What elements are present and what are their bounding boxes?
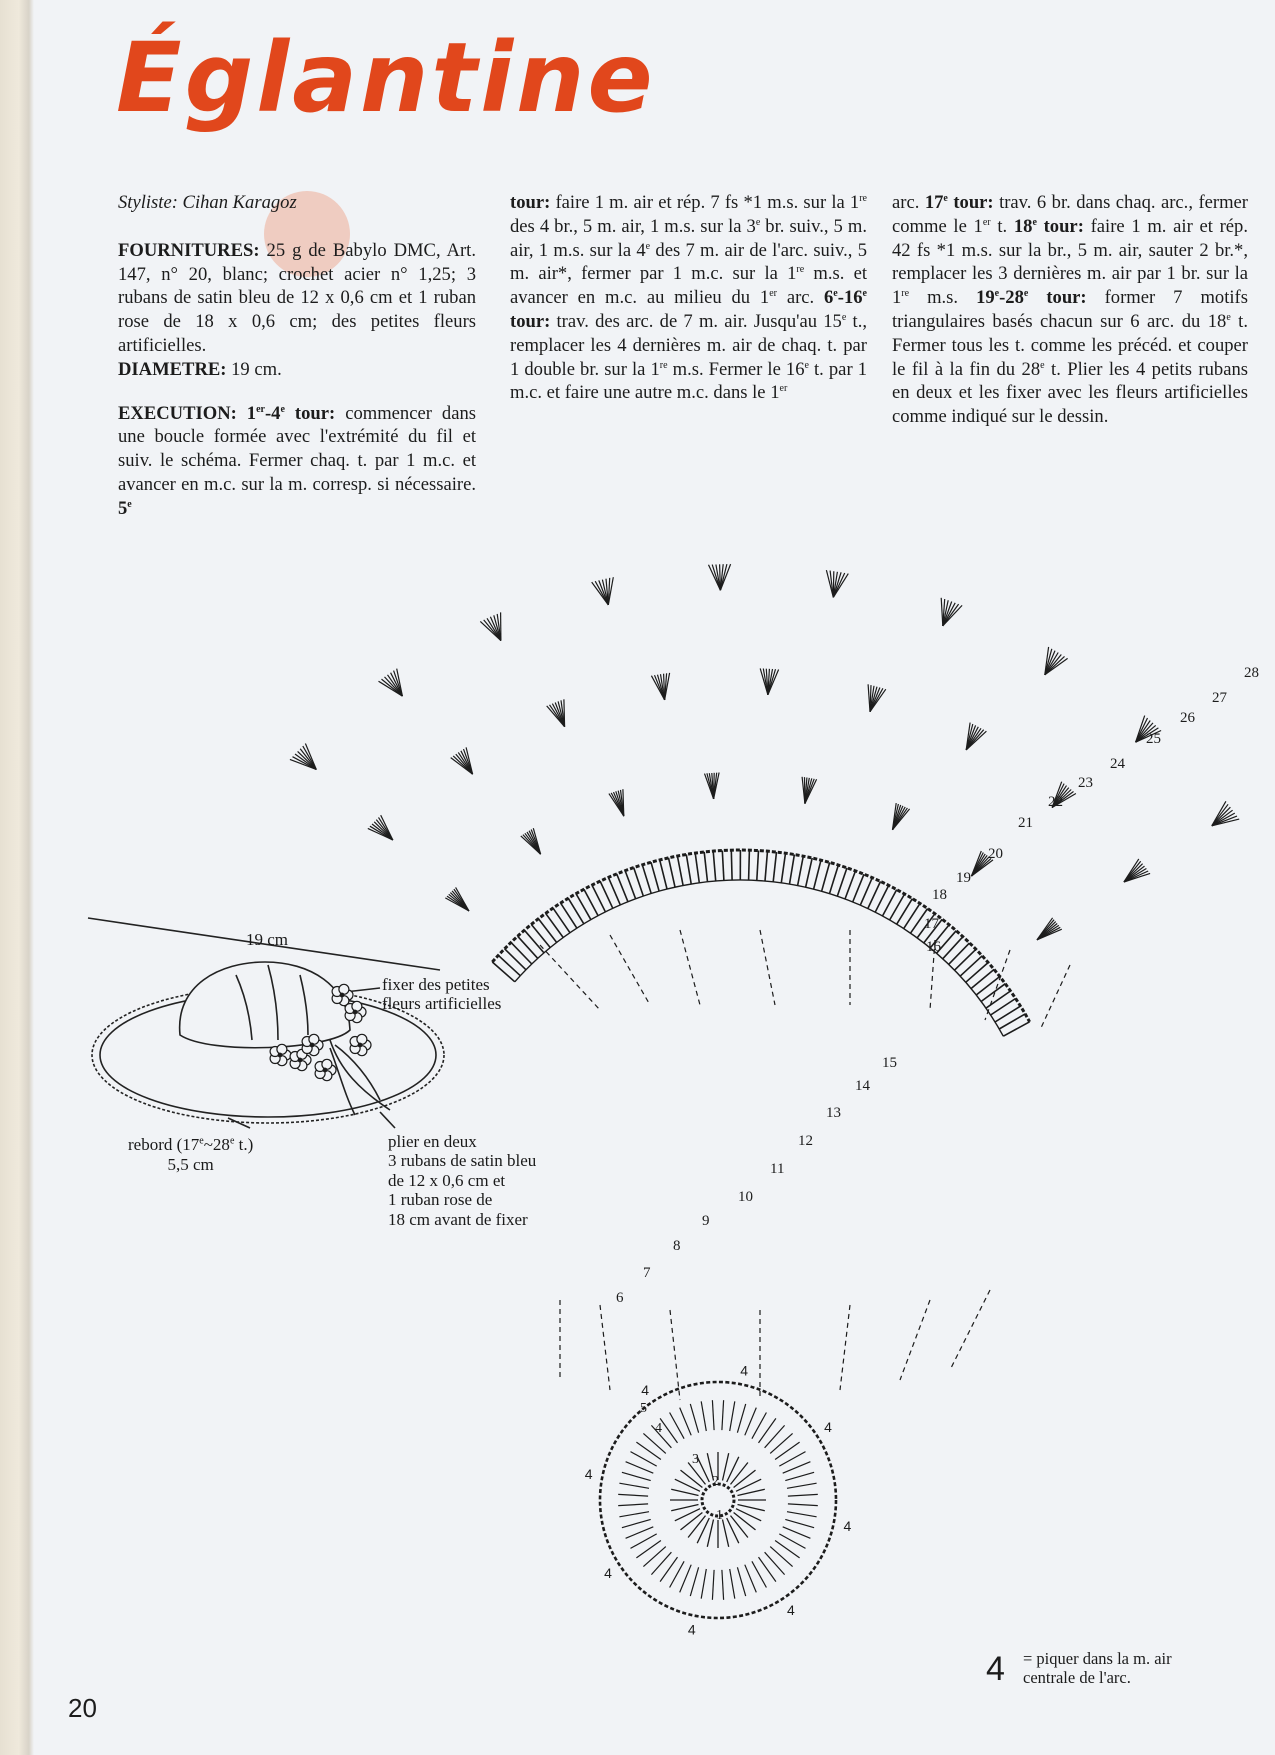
round-label: 2 — [712, 1474, 719, 1489]
connector-line — [680, 930, 700, 1005]
band-stitch — [524, 930, 544, 953]
band-stitch — [960, 956, 982, 976]
band-stitch — [625, 871, 636, 899]
petal-stitch — [785, 1472, 814, 1480]
round-label: 12 — [798, 1133, 813, 1149]
connector-line — [900, 1300, 930, 1380]
band-stitch — [505, 949, 526, 970]
flower-center — [278, 1053, 283, 1058]
band-stitch — [790, 855, 795, 885]
band-stitch — [608, 877, 620, 905]
motif-mark-4: 4 — [687, 1621, 696, 1638]
band-stitch — [561, 903, 577, 928]
band-stitch — [830, 865, 839, 894]
petal-stitch — [770, 1433, 792, 1453]
flower-petal — [352, 1001, 362, 1011]
round-1-stitch — [671, 1505, 698, 1511]
round-1-stitch — [681, 1513, 703, 1530]
band-stitch — [814, 860, 821, 889]
hat-crown — [180, 962, 350, 1048]
band-stitch — [511, 942, 532, 964]
petal-stitch — [643, 1433, 665, 1453]
round-1-stitch — [731, 1463, 748, 1485]
connector-line — [610, 935, 650, 1005]
page-title: Églantine — [116, 22, 656, 134]
petal-stitch — [788, 1504, 818, 1506]
ribbon-leader-line — [380, 1112, 395, 1128]
round-label: 8 — [673, 1238, 681, 1254]
band-stitch — [749, 850, 750, 880]
rounds-17-28-paragraph: arc. 17e tour: trav. 6 br. dans chaq. arc., fermer comme le 1er t. 18e tour: faire 1 m. air et rép. 42 fs *1 m.s. sur la br., 5 m. air, sauter 2 br.*, remplacer les 3 dernières m. air par 1 br. sur la 1re m.s. 19e-28e tour: former 7 motifs triangulaires basés chacun sur 6 arc. du 18e t. Fermer tous les t. comme les précéd. et couper le fil à la fin du 28e t. Plier les 4 petits rubans en deux et les fixer avec les fleurs artificielles comme indiqué sur le dessin. — [892, 192, 1248, 428]
band-stitch — [498, 955, 520, 975]
band-stitch — [634, 868, 644, 896]
round-label: 11 — [770, 1161, 785, 1177]
band-base — [515, 880, 1004, 1036]
band-stitch — [943, 937, 963, 959]
band-stitch — [553, 908, 570, 933]
legend-text: = piquer dans la m. air centrale de l'arc. — [1023, 1649, 1172, 1687]
petal-stitch — [783, 1462, 811, 1474]
flower-center — [298, 1058, 303, 1063]
band-stitch — [822, 862, 830, 891]
round-5-paragraph: tour: faire 1 m. air et rép. 7 fs *1 m.s. sur la 1re des 4 br., 5 m. air, 1 m.s. sur la 3e br. suiv., 5 m. air, 1 m.s. sur la 4e des 7 m. air de l'arc. suiv., 5 m. air*, fermer par 1 m.c. sur la 1re m.s. et avancer en m.c. au milieu du 1er arc. 6e-16e tour: trav. des arc. de 7 m. air. Jusqu'au 15e t., remplacer les 4 dernières m. air de chaq. t. par 1 double br. sur la 1re m.s. Fermer le 16e t. par 1 m.c. et faire une autre m.c. dans le 1er — [510, 192, 868, 404]
round-label: 17 — [924, 916, 939, 932]
diagram-center-motif — [568, 1350, 868, 1650]
round-label: 27 — [1212, 690, 1227, 706]
ribbon-line — [330, 1048, 355, 1115]
round-1-stitch — [675, 1509, 700, 1521]
petal-stitch — [680, 1408, 692, 1436]
band-stitch — [949, 943, 970, 965]
flower-petal — [322, 1059, 332, 1069]
band-stitch — [781, 853, 785, 883]
round-label: 15 — [882, 1055, 897, 1071]
connector-line — [1040, 965, 1070, 1030]
band-stitch — [971, 969, 994, 988]
round-1-stitch — [723, 1520, 729, 1547]
motif-round-3 — [600, 1382, 836, 1618]
flower-center — [323, 1068, 328, 1073]
flower-petal — [357, 1034, 367, 1044]
round-1-stitch — [738, 1489, 765, 1495]
petal-stitch — [690, 1404, 698, 1433]
petal-stitch — [787, 1512, 817, 1517]
band-stitch — [518, 936, 538, 958]
band-stitch — [757, 851, 759, 881]
round-label: 24 — [1110, 756, 1125, 772]
band-stitch — [538, 919, 556, 943]
flower-petal — [339, 984, 349, 994]
round-label: 10 — [738, 1189, 753, 1205]
brim-note: rebord (17e~28e t.) 5,5 cm — [128, 1135, 254, 1174]
petal-stitch — [722, 1570, 724, 1600]
round-1-stitch — [697, 1518, 709, 1543]
flowers-note: fixer des petites fleurs artificielles — [382, 975, 502, 1013]
petal-stitch — [788, 1494, 818, 1496]
petal-stitch — [618, 1504, 648, 1506]
petal-stitch — [622, 1472, 651, 1480]
petal-stitch — [785, 1519, 814, 1527]
round-1-stitch — [736, 1479, 761, 1491]
execution-label: EXECUTION: 1er-4e tour: — [118, 402, 336, 424]
hat-width-label: 19 cm — [246, 930, 289, 949]
petal-stitch — [643, 1547, 665, 1567]
motif-mark-4: 4 — [740, 1362, 749, 1379]
round-1-stitch — [738, 1505, 765, 1511]
petal-stitch — [745, 1408, 757, 1436]
band-stitch — [660, 860, 667, 889]
petal-stitch — [701, 1401, 706, 1431]
band-stitch — [546, 913, 564, 937]
band-stitch — [677, 856, 683, 886]
motif-mark-4: 4 — [584, 1465, 593, 1482]
petal-stitch — [745, 1565, 757, 1593]
band-stitch — [966, 963, 989, 983]
band-stitch — [642, 865, 651, 894]
connector-line — [840, 1305, 850, 1390]
round-1-stitch — [723, 1453, 729, 1480]
flower-petal — [309, 1034, 319, 1044]
petal-stitch — [730, 1401, 735, 1431]
flower-center — [353, 1010, 358, 1015]
round-1-stitch — [727, 1457, 739, 1482]
band-stitch — [798, 856, 804, 886]
round-label: 9 — [702, 1213, 710, 1229]
band-stitch — [722, 851, 724, 881]
treble-stitch — [564, 699, 565, 726]
motif-mark-4: 4 — [787, 1602, 795, 1618]
petal-stitch — [730, 1569, 735, 1599]
band-stitch — [991, 999, 1016, 1016]
petal-stitch — [626, 1462, 654, 1474]
round-label: 22 — [1048, 794, 1063, 810]
petal-stitch — [712, 1400, 714, 1430]
band-stitch — [651, 862, 659, 891]
band-stitch — [986, 991, 1011, 1008]
band-chain — [492, 850, 1029, 1022]
petal-stitch — [626, 1527, 654, 1539]
petal-stitch — [783, 1527, 811, 1539]
round-label: 13 — [826, 1105, 841, 1121]
band-stitch — [617, 874, 628, 902]
flower-center — [310, 1043, 315, 1048]
petal-stitch — [619, 1512, 649, 1517]
petal-stitch — [770, 1547, 792, 1567]
band-stitch — [765, 851, 768, 881]
page-number: 20 — [68, 1693, 97, 1723]
petal-stitch — [701, 1569, 706, 1599]
round-label: 5 — [640, 1401, 647, 1416]
petal-stitch — [651, 1552, 671, 1574]
flower-petal — [277, 1044, 287, 1054]
round-label: 1 — [716, 1508, 723, 1523]
band-stitch — [904, 903, 920, 928]
band-stitch — [976, 977, 1000, 996]
round-1-stitch — [734, 1470, 756, 1487]
connector-line — [600, 1305, 610, 1390]
connector-line — [670, 1310, 680, 1400]
round-1-stitch — [736, 1509, 761, 1521]
round-label: 18 — [932, 887, 947, 903]
round-1-stitch — [731, 1516, 748, 1538]
band-stitch — [773, 852, 776, 882]
round-1-stitch — [697, 1457, 709, 1482]
stylist-credit: Styliste: Cihan Karagoz — [118, 192, 297, 213]
round-1-stitch — [681, 1470, 703, 1487]
supplies-text: 25 g de Babylo DMC, Art. 147, n° 20, blanc; crochet acier n° 1,25; 3 rubans de satin bleu de 12 x 0,6 cm et 1 ruban rose de 18 x 0,6 cm; des petites fleurs artificielles. — [118, 239, 476, 356]
band-stitch — [704, 852, 707, 882]
supplies-label: FOURNITURES: — [118, 239, 260, 261]
round-1-stitch — [675, 1479, 700, 1491]
flower-center — [340, 993, 345, 998]
petal-stitch — [622, 1519, 651, 1527]
petal-stitch — [690, 1567, 698, 1596]
band-stitch — [981, 984, 1005, 1002]
motif-mark-4: 4 — [641, 1382, 649, 1398]
petal-stitch — [618, 1494, 648, 1496]
round-1-stitch — [688, 1516, 705, 1538]
round-label: 4 — [655, 1421, 662, 1436]
legend-symbol: 4 — [986, 1650, 1005, 1688]
petal-stitch — [680, 1565, 692, 1593]
round-label: 23 — [1078, 775, 1093, 791]
band-stitch — [686, 854, 691, 884]
round-label: 28 — [1244, 665, 1259, 681]
round-label: 25 — [1146, 731, 1161, 747]
round-label: 14 — [855, 1078, 870, 1094]
round-1-stitch — [671, 1489, 698, 1495]
round-1-stitch — [734, 1513, 756, 1530]
diameter-value: 19 cm. — [226, 358, 282, 380]
round-1-stitch — [707, 1520, 713, 1547]
band-stitch — [669, 858, 676, 887]
flower-center — [358, 1043, 363, 1048]
round-label: 21 — [1018, 815, 1033, 831]
band-stitch — [531, 924, 550, 947]
petal-stitch — [765, 1425, 785, 1447]
connector-line — [760, 930, 775, 1005]
round-label: 16 — [926, 939, 941, 955]
motif-mark-4: 4 — [604, 1564, 612, 1581]
band-stitch — [695, 853, 699, 883]
round-1-stitch — [727, 1518, 739, 1543]
connector-line — [540, 945, 600, 1010]
petal-stitch — [619, 1483, 649, 1488]
band-stitch — [806, 858, 813, 887]
petal-stitch — [787, 1483, 817, 1488]
petal-stitch — [737, 1404, 745, 1433]
band-stitch — [955, 949, 976, 970]
round-label: 6 — [616, 1290, 624, 1306]
round-label: 26 — [1180, 710, 1195, 726]
motif-mark-4: 4 — [843, 1518, 852, 1535]
round-label: 19 — [956, 870, 971, 886]
petal-stitch — [722, 1400, 724, 1430]
diameter-label: DIAMETRE: — [118, 358, 227, 380]
motif-mark-4: 4 — [824, 1419, 832, 1436]
diagram-outer-fan — [236, 508, 1275, 1036]
ribbon-note: plier en deux 3 rubans de satin bleu de 12 x 0,6 cm et 1 ruban rose de 18 cm avant de fixer — [388, 1132, 537, 1229]
band-stitch — [845, 871, 856, 899]
band-stitch — [731, 850, 732, 880]
band-stitch — [837, 868, 847, 896]
execution-text: commencer dans une boucle formée avec l'extrémité du fil et suiv. le schéma. Fermer chaq. t. par 1 m.c. et avancer en m.c. sur la m. corresp. si nécessaire. — [118, 402, 476, 495]
band-stitch — [713, 851, 716, 881]
round-label: 20 — [988, 846, 1003, 862]
petal-stitch — [712, 1570, 714, 1600]
petal-stitch — [765, 1552, 785, 1574]
round-label: 3 — [692, 1452, 699, 1467]
petal-stitch — [737, 1567, 745, 1596]
round-label: 7 — [643, 1265, 651, 1281]
diagram-connector-lines — [540, 930, 1070, 1400]
connector-line — [950, 1290, 990, 1370]
round-5-label: 5e — [118, 497, 132, 519]
band-stitch — [853, 874, 864, 902]
